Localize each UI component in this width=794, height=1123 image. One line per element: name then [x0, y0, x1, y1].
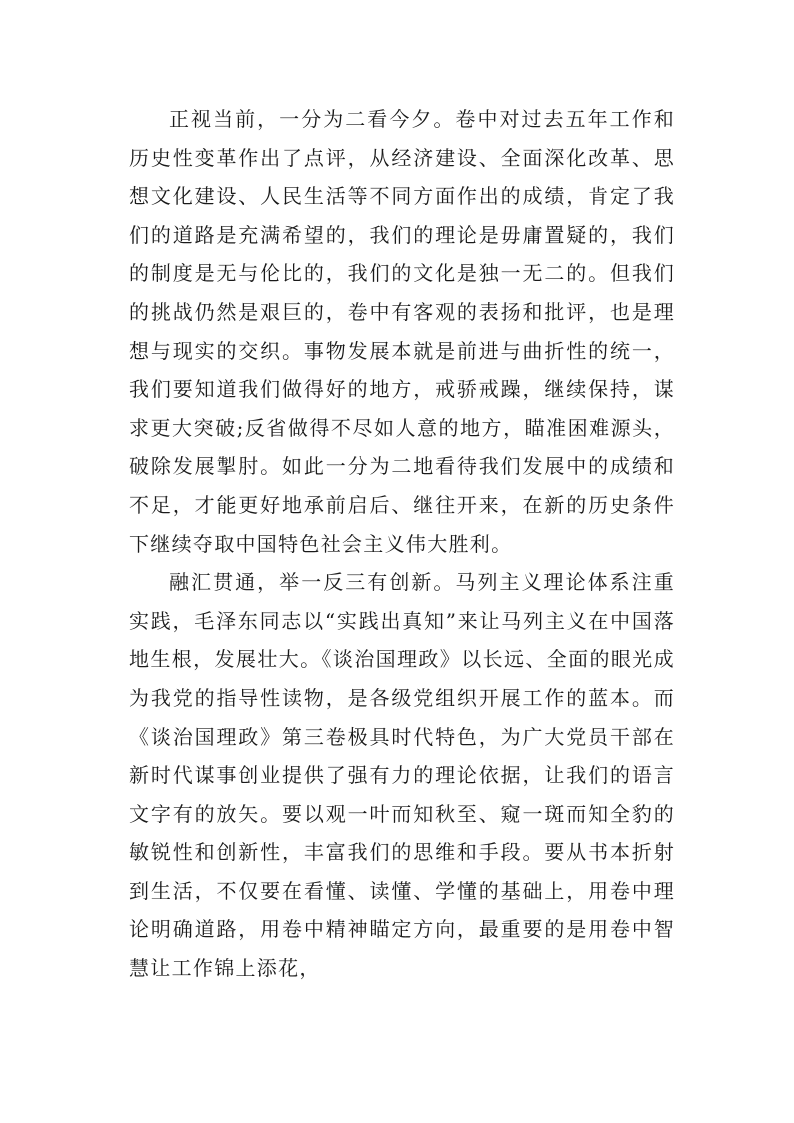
- paragraph-2: 融汇贯通，举一反三有创新。马列主义理论体系注重实践，毛泽东同志以“实践出真知”来让马列主义在中国落地生根，发展壮大。《谈治国理政》以长远、全面的眼光成为我党的指导性读物，是各级党组织开展工作的蓝本。而《谈治国理政》第三卷极具时代特色，为广大党员干部在新时代谋事创业提供了强有力的理论依据，让我们的语言文字有的放矢。要以观一叶而知秋至、窥一斑而知全豹的敏锐性和创新性，丰富我们的思维和手段。要从书本折射到生活，不仅要在看懂、读懂、学懂的基础上，用卷中理论明确道路，用卷中精神瞄定方向，最重要的是用卷中智慧让工作锦上添花，: [129, 570, 675, 981]
- paragraph-1: 正视当前，一分为二看今夕。卷中对过去五年工作和历史性变革作出了点评，从经济建设、全面深化改革、思想文化建设、人民生活等不同方面作出的成绩，肯定了我们的道路是充满希望的，我们的理论是毋庸置疑的，我们的制度是无与伦比的，我们的文化是独一无二的。但我们的挑战仍然是艰巨的，卷中有客观的表扬和批评，也是理想与现实的交织。事物发展本就是前进与曲折性的统一，我们要知道我们做得好的地方，戒骄戒躁，继续保持，谋求更大突破;反省做得不尽如人意的地方，瞄准困难源头，破除发展掣肘。如此一分为二地看待我们发展中的成绩和不足，才能更好地承前启后、继往开来，在新的历史条件下继续夺取中国特色社会主义伟大胜利。: [129, 107, 675, 556]
- document-body: [129, 100, 675, 988]
